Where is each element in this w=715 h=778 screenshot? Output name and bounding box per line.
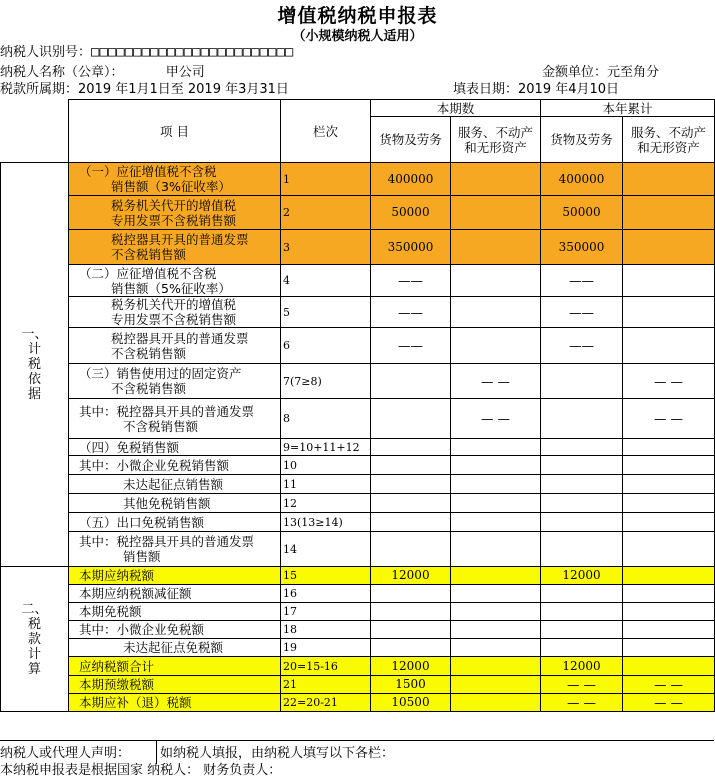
row-item-label-cont: 销售额（3%征收率） — [111, 179, 231, 194]
value-ytd-goods[interactable]: 400000 — [541, 163, 623, 196]
value-current-services[interactable] — [451, 585, 541, 603]
row-line-number: 10 — [281, 456, 371, 475]
value-ytd-services[interactable] — [623, 494, 715, 513]
row-item — [69, 532, 281, 567]
row-item — [69, 265, 281, 297]
value-current-goods[interactable]: —— — [371, 265, 451, 297]
row-line-number: 16 — [281, 585, 371, 603]
value-current-services[interactable] — [451, 657, 541, 676]
value-ytd-services[interactable] — [623, 621, 715, 639]
value-current-goods[interactable] — [371, 621, 451, 639]
table-row — [1, 297, 715, 328]
row-line-number: 5 — [281, 297, 371, 328]
row-item-label-cont: 销售额 — [123, 549, 161, 564]
value-current-services[interactable] — [451, 676, 541, 694]
value-current-goods[interactable]: 12000 — [371, 657, 451, 676]
row-line-number: 2 — [281, 196, 371, 230]
value-ytd-services[interactable] — [623, 163, 715, 196]
taxpayer-name-value[interactable]: 甲公司 — [165, 65, 205, 80]
value-ytd-services[interactable] — [623, 328, 715, 364]
row-item-label: 应纳税额合计 — [79, 658, 155, 674]
row-line-number: 22=20-21 — [281, 694, 371, 712]
value-current-goods[interactable] — [371, 585, 451, 603]
section-char: 计 — [27, 646, 41, 662]
header-ytd-services: 服务、不动产和无形资产 — [623, 117, 715, 163]
table-row — [1, 603, 715, 621]
row-line-number: 9=10+11+12 — [281, 439, 371, 456]
taxpayer-id-label: 纳税人识别号： — [0, 45, 92, 60]
value-current-services[interactable] — [451, 297, 541, 328]
row-item — [69, 676, 281, 694]
value-ytd-services[interactable]: — — — [623, 694, 715, 712]
table-row — [1, 532, 715, 567]
declaration-label: 纳税人或代理人声明： — [0, 746, 131, 761]
row-item — [69, 513, 281, 532]
value-ytd-goods[interactable] — [541, 532, 623, 567]
row-line-number: 20=15-16 — [281, 657, 371, 676]
header-ytd: 本年累计 — [541, 100, 715, 117]
value-current-goods[interactable] — [371, 364, 451, 399]
row-item — [69, 639, 281, 657]
row-item-label-cont: 销售额（5%征收率） — [111, 280, 231, 296]
table-row — [1, 265, 715, 297]
form-subtitle: （小规模纳税人适用） — [292, 29, 423, 44]
row-item-label: 税务机关代开的增值税 — [111, 197, 237, 213]
row-item-label-cont: 不含税销售额 — [111, 247, 187, 262]
row-item-label: 其中：税控器具开具的普通发票 — [79, 534, 255, 549]
row-item-label: （四）免税销售额 — [79, 439, 180, 455]
table-row — [1, 585, 715, 603]
value-ytd-services[interactable] — [623, 475, 715, 494]
value-current-services[interactable]: — — — [451, 364, 541, 399]
value-ytd-goods[interactable] — [541, 475, 623, 494]
value-current-services[interactable] — [451, 621, 541, 639]
row-line-number: 13(13≥14) — [281, 513, 371, 532]
value-current-services[interactable] — [451, 532, 541, 567]
row-item-label-cont: 专用发票不含税销售额 — [111, 212, 237, 228]
row-item-label-cont: 专用发票不含税销售额 — [111, 312, 237, 327]
table-row — [1, 676, 715, 694]
section-char: 税 — [27, 616, 41, 632]
table-row — [1, 439, 715, 456]
section-char: 计 — [27, 342, 41, 357]
row-item-label-cont: 不含税销售额 — [111, 381, 187, 396]
value-ytd-services[interactable] — [623, 567, 715, 585]
table-row — [1, 163, 715, 196]
table-row — [1, 694, 715, 712]
row-item-label: 税控器具开具的普通发票 — [111, 330, 249, 346]
row-item — [69, 297, 281, 328]
value-ytd-services[interactable] — [623, 513, 715, 532]
table-row — [1, 475, 715, 494]
row-item — [69, 475, 281, 494]
row-item-label: 本期应补（退）税额 — [79, 695, 192, 710]
value-ytd-goods[interactable]: 50000 — [541, 196, 623, 230]
row-item-label: 未达起征点销售额 — [123, 476, 224, 492]
taxpayer-id-row — [0, 44, 293, 61]
declaration-table — [0, 99, 715, 712]
row-item-label: （五）出口免税销售额 — [79, 514, 205, 530]
value-ytd-goods[interactable]: 12000 — [541, 657, 623, 676]
row-line-number: 3 — [281, 230, 371, 265]
value-ytd-services[interactable] — [623, 585, 715, 603]
row-line-number: 17 — [281, 603, 371, 621]
value-current-goods[interactable] — [371, 532, 451, 567]
section-tax-calc — [1, 567, 69, 712]
row-item — [69, 364, 281, 399]
row-item-label: 本期应纳税额减征额 — [79, 586, 192, 601]
value-current-goods[interactable] — [371, 494, 451, 513]
row-item — [69, 621, 281, 639]
value-current-services[interactable] — [451, 475, 541, 494]
declaration-cut-line: 本纳税申报表是根据国家 纳税人： 财务负责人： — [0, 763, 282, 778]
table-row — [1, 364, 715, 399]
section-char: 据 — [27, 387, 41, 402]
row-item — [69, 567, 281, 585]
section-char: 款 — [27, 631, 41, 647]
row-item-label: 其中：小微企业免税额 — [79, 622, 205, 637]
section-char: 二、 — [21, 601, 48, 617]
row-line-number: 11 — [281, 475, 371, 494]
table-row — [1, 639, 715, 657]
value-current-goods[interactable] — [371, 475, 451, 494]
section-char: 算 — [27, 661, 41, 677]
value-current-goods[interactable] — [371, 639, 451, 657]
row-line-number: 7(7≥8) — [281, 364, 371, 399]
value-ytd-services[interactable] — [623, 297, 715, 328]
value-current-services[interactable] — [451, 513, 541, 532]
value-ytd-goods[interactable] — [541, 399, 623, 439]
fill-date: 填表日期：2019 年4月10日 — [453, 82, 620, 97]
value-current-goods[interactable] — [371, 399, 451, 439]
value-current-services[interactable] — [451, 603, 541, 621]
row-line-number: 19 — [281, 639, 371, 657]
value-current-goods[interactable] — [371, 603, 451, 621]
row-item-label: 未达起征点免税额 — [123, 640, 224, 655]
row-line-number: 21 — [281, 676, 371, 694]
value-ytd-services[interactable] — [623, 265, 715, 297]
row-item-label: （二）应征增值税不含税 — [79, 265, 217, 281]
value-current-services[interactable] — [451, 567, 541, 585]
value-ytd-goods[interactable] — [541, 513, 623, 532]
value-current-services[interactable] — [451, 639, 541, 657]
form-title: 增值税纳税申报表 — [277, 5, 438, 27]
value-ytd-services[interactable] — [623, 639, 715, 657]
section-tax-basis — [1, 163, 69, 567]
section-char: 税 — [27, 357, 41, 372]
value-current-goods[interactable]: 12000 — [371, 567, 451, 585]
row-line-number: 14 — [281, 532, 371, 567]
corner-cell — [1, 100, 69, 163]
value-ytd-services[interactable] — [623, 657, 715, 676]
table-row — [1, 567, 715, 585]
table-row — [1, 621, 715, 639]
value-ytd-goods[interactable]: 350000 — [541, 230, 623, 265]
row-item — [69, 694, 281, 712]
value-current-services[interactable] — [451, 456, 541, 475]
row-line-number: 12 — [281, 494, 371, 513]
value-ytd-services[interactable] — [623, 603, 715, 621]
row-item-label: 其中：小微企业免税销售额 — [79, 457, 230, 473]
table-row — [1, 494, 715, 513]
row-item-label: （一）应征增值税不含税 — [79, 164, 217, 179]
row-line-number: 4 — [281, 265, 371, 297]
row-item-label: （三）销售使用过的固定资产 — [79, 366, 242, 381]
row-item-label: 其中：税控器具开具的普通发票 — [79, 403, 255, 419]
header-line: 栏次 — [281, 100, 371, 163]
row-item — [69, 230, 281, 265]
value-current-goods[interactable] — [371, 439, 451, 456]
row-item — [69, 603, 281, 621]
header-current-services: 服务、不动产和无形资产 — [451, 117, 541, 163]
value-ytd-services[interactable] — [623, 532, 715, 567]
value-current-goods[interactable]: 350000 — [371, 230, 451, 265]
value-current-goods[interactable]: 1500 — [371, 676, 451, 694]
value-ytd-goods[interactable] — [541, 639, 623, 657]
row-item-label: 税控器具开具的普通发票 — [111, 232, 249, 247]
value-ytd-goods[interactable] — [541, 494, 623, 513]
row-item — [69, 439, 281, 456]
row-item-label-cont: 不含税销售额 — [123, 418, 199, 434]
value-ytd-goods[interactable]: 12000 — [541, 567, 623, 585]
taxpayer-id-boxes[interactable]: □□□□□□□□□□□□□□□□□□□□□□□□ — [91, 44, 294, 60]
value-current-goods[interactable]: 10500 — [371, 694, 451, 712]
value-ytd-goods[interactable]: —— — [541, 328, 623, 364]
value-current-services[interactable] — [451, 439, 541, 456]
row-line-number: 15 — [281, 567, 371, 585]
value-ytd-goods[interactable] — [541, 439, 623, 456]
value-current-services[interactable] — [451, 494, 541, 513]
section-char: 一、 — [21, 327, 48, 342]
value-ytd-services[interactable]: — — — [623, 676, 715, 694]
table-row — [1, 657, 715, 676]
row-line-number: 6 — [281, 328, 371, 364]
value-current-goods[interactable]: 400000 — [371, 163, 451, 196]
value-ytd-goods[interactable]: — — — [541, 694, 623, 712]
value-ytd-services[interactable] — [623, 230, 715, 265]
row-item-label: 本期免税额 — [79, 604, 142, 619]
value-current-goods[interactable]: 50000 — [371, 196, 451, 230]
value-ytd-goods[interactable] — [541, 364, 623, 399]
row-line-number: 8 — [281, 399, 371, 439]
header-current-goods: 货物及劳务 — [371, 117, 451, 163]
value-ytd-services[interactable] — [623, 196, 715, 230]
row-line-number: 18 — [281, 621, 371, 639]
value-ytd-services[interactable]: — — — [623, 399, 715, 439]
value-current-services[interactable] — [451, 694, 541, 712]
declaration-top-rule — [0, 740, 714, 741]
value-current-services[interactable]: — — — [451, 399, 541, 439]
value-ytd-goods[interactable]: —— — [541, 297, 623, 328]
header-current: 本期数 — [371, 100, 541, 117]
row-line-number: 1 — [281, 163, 371, 196]
header-item: 项 目 — [69, 100, 281, 163]
row-item — [69, 657, 281, 676]
taxpayer-name-row — [0, 65, 205, 81]
table-row — [1, 196, 715, 230]
row-item-label: 本期预缴税额 — [79, 677, 155, 692]
value-ytd-goods[interactable] — [541, 621, 623, 639]
row-item-label-cont: 不含税销售额 — [111, 345, 187, 361]
table-row — [1, 328, 715, 364]
value-current-services[interactable] — [451, 196, 541, 230]
row-item-label: 本期应纳税额 — [79, 568, 155, 583]
taxpayer-name-label: 纳税人名称（公章）： — [0, 65, 124, 80]
value-current-goods[interactable]: —— — [371, 328, 451, 364]
value-current-services[interactable] — [451, 328, 541, 364]
value-ytd-goods[interactable]: — — — [541, 676, 623, 694]
value-ytd-goods[interactable] — [541, 603, 623, 621]
value-ytd-services[interactable] — [623, 456, 715, 475]
row-item — [69, 494, 281, 513]
value-current-services[interactable] — [451, 230, 541, 265]
row-item — [69, 399, 281, 439]
section-char: 依 — [27, 372, 41, 387]
row-item-label: 税务机关代开的增值税 — [111, 297, 237, 312]
value-ytd-goods[interactable]: —— — [541, 265, 623, 297]
amount-unit: 金额单位：元至角分 — [542, 65, 660, 80]
declaration-text: 如纳税人填报，由纳税人填写以下各栏： — [160, 746, 395, 761]
value-ytd-goods[interactable] — [541, 456, 623, 475]
value-current-services[interactable] — [451, 265, 541, 297]
row-item-label: 其他免税销售额 — [123, 495, 211, 511]
value-ytd-services[interactable] — [623, 439, 715, 456]
value-current-goods[interactable]: —— — [371, 297, 451, 328]
header-ytd-goods: 货物及劳务 — [541, 117, 623, 163]
value-current-goods[interactable] — [371, 513, 451, 532]
value-ytd-services[interactable]: — — — [623, 364, 715, 399]
tax-period: 税款所属期：2019 年1月1日至 2019 年3月31日 — [0, 82, 289, 97]
value-current-services[interactable] — [451, 163, 541, 196]
row-item — [69, 456, 281, 475]
row-item — [69, 196, 281, 230]
value-current-goods[interactable] — [371, 456, 451, 475]
row-item — [69, 585, 281, 603]
row-item — [69, 328, 281, 364]
table-row — [1, 456, 715, 475]
table-row — [1, 230, 715, 265]
row-item — [69, 163, 281, 196]
value-ytd-goods[interactable] — [541, 585, 623, 603]
table-row — [1, 513, 715, 532]
table-row — [1, 399, 715, 439]
